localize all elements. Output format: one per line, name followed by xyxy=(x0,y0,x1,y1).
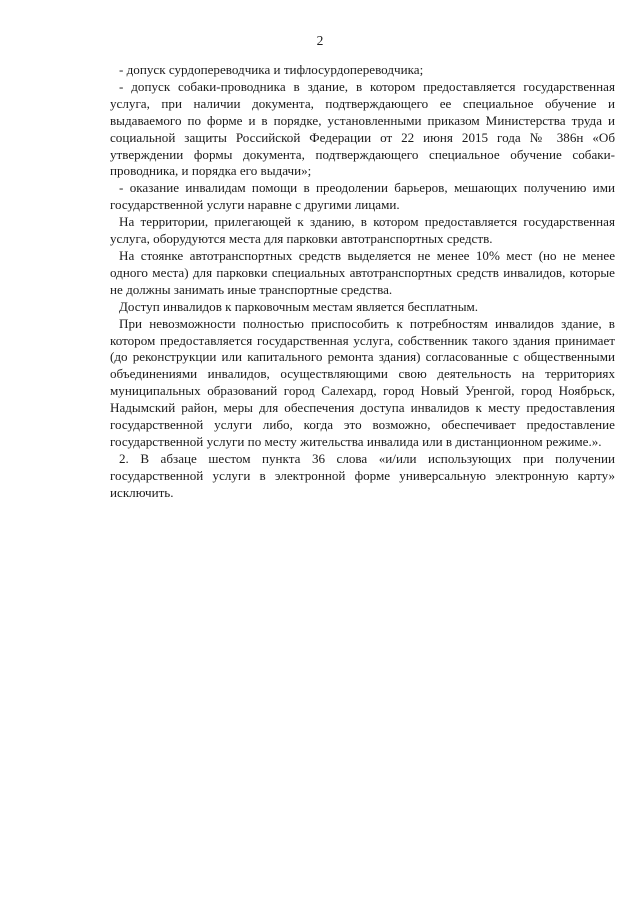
paragraph-parking-area: На территории, прилегающей к зданию, в котором предоставляется государственная услуга, оборудуются места для парковки автотранспортных средств. xyxy=(110,214,615,247)
paragraph-sign-language-interpreter: - допуск сурдопереводчика и тифлосурдопереводчика; xyxy=(119,62,424,77)
document-body xyxy=(110,62,615,502)
paragraph-free-parking: Доступ инвалидов к парковочным местам является бесплатным. xyxy=(119,298,479,314)
paragraph-amendment-item-2: 2. В абзаце шестом пункта 36 слова «и/или использующих при получении государственной услуги в электронной форме универсальную электронную карту» исключить. xyxy=(110,450,615,500)
paragraph-guide-dog: - допуск собаки-проводника в здание, в котором предоставляется государственная услуга, при наличии документа, подтверждающего ее специальное обучение и выдаваемого по форме и в порядке, установленными приказом Министерства труда и социальной защиты Российской Федерации от 22 июня 2015 года № 386н «Об утверждении формы документа, подтверждающего специальное обучение собаки-проводника, и порядка его выдачи»; xyxy=(110,78,615,179)
paragraph-parking-quota: На стоянке автотранспортных средств выделяется не менее 10% мест (но не менее одного места) для парковки специальных автотранспортных средств инвалидов, которые не должны занимать иные транспортные средства. xyxy=(110,247,615,297)
paragraph-barrier-assistance: - оказание инвалидам помощи в преодолении барьеров, мешающих получению ими государственной услуги наравне с другими лицами. xyxy=(110,180,615,213)
page-number: 2 xyxy=(316,33,324,48)
paragraph-building-adaptation: При невозможности полностью приспособить к потребностям инвалидов здание, в котором предоставляется государственная услуга, собственник такого здания принимает (до реконструкции или капитального ремонта здания) согласованные с общественными объединениями инвалидов, осуществляющими свою деятельность на территориях муниципальных образований город Салехард, город Новый Уренгой, город Ноябрьск, Надымский район, меры для обеспечения доступа инвалидов к месту предоставления государственной услуги либо, когда это возможно, обеспечивает предоставление государственной услуги по месту жительства инвалида или в дистанционном режиме.». xyxy=(110,315,615,449)
